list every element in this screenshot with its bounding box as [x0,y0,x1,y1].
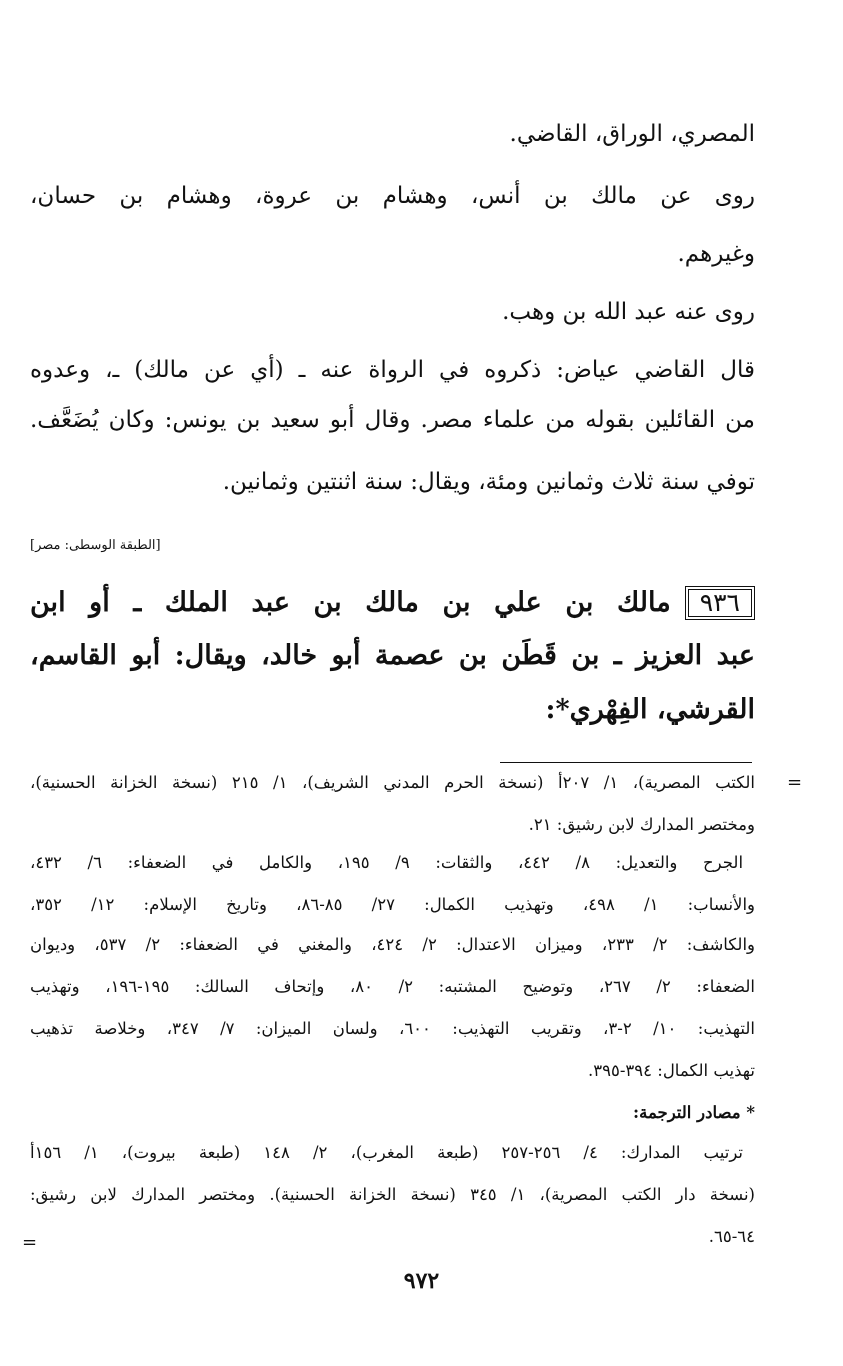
footnote-continued-line-1: الكتب المصرية)، ١/ ٢٠٧أ (نسخة الحرم المدني الشريف)، ١/ ٢١٥ (نسخة الخزانة الحسنية)، [30,773,756,792]
section-tag: [الطبقة الوسطى: مصر] [30,538,161,553]
footnote-sources-line-1: الجرح والتعديل: ٨/ ٤٤٢، والثقات: ٩/ ١٩٥، والكامل في الضعفاء: ٦/ ٤٣٢، [30,853,744,872]
body-line-4: روى عنه عبد الله بن وهب. [502,299,755,325]
footnote-star-line-2: (نسخة دار الكتب المصرية)، ١/ ٣٤٥ (نسخة الخزانة الحسنية). ومختصر المدارك لابن رشيق: [30,1185,755,1204]
page-number: ٩٧٢ [403,1268,440,1294]
body-line-1: المصري، الوراق، القاضي. [509,121,755,147]
footnote-rule [500,762,752,763]
footnote-continued-line-2: ومختصر المدارك لابن رشيق: ٢١. [528,815,755,834]
entry-title-text: مالك بن علي بن مالك بن عبد الملك ـ أو ابن [30,587,671,618]
entry-number-box: ٩٣٦ [685,586,755,620]
footnote-star-line-3: ٦٤-٦٥. [708,1227,755,1246]
footnote-continuation-marker: = [787,772,803,793]
entry-heading-line-3: القرشي، الفِهْري*: [545,694,755,725]
body-line-6: من القائلين بقوله من علماء مصر. وقال أبو سعيد بن يونس: وكان يُضَعَّف. [30,407,755,433]
entry-heading-line-1 [30,586,755,620]
entry-heading-line-2: عبد العزيز ـ بن قَطَن بن عصمة أبو خالد، ويقال: أبو القاسم، [30,640,755,671]
footnote-sources-line-3: والكاشف: ٢/ ٢٣٣، وميزان الاعتدال: ٢/ ٤٢٤، والمغني في الضعفاء: ٢/ ٥٣٧، وديوان [30,935,755,954]
footnote-sources-line-6: تهذيب الكمال: ٣٩٤-٣٩٥. [588,1061,755,1080]
footnote-star-line-1: ترتيب المدارك: ٤/ ٢٥٦-٢٥٧ (طبعة المغرب)، ٢/ ١٤٨ (طبعة بيروت)، ١/ ١٥٦أ [30,1143,744,1162]
footnote-continues-marker: = [22,1232,38,1253]
footnote-sources-line-4: الضعفاء: ٢/ ٢٦٧، وتوضيح المشتبه: ٢/ ٨٠، وإتحاف السالك: ١٩٥-١٩٦، وتهذيب [30,977,755,996]
footnote-sources-line-5: التهذيب: ١٠/ ٢-٣، وتقريب التهذيب: ٦٠٠، ولسان الميزان: ٧/ ٣٤٧، وخلاصة تذهيب [30,1019,755,1038]
footnote-star-heading: * مصادر الترجمة: [633,1103,755,1122]
body-line-2: روى عن مالك بن أنس، وهشام بن عروة، وهشام بن حسان، [30,183,755,209]
body-line-3: وغيرهم. [677,241,755,267]
body-line-7: توفي سنة ثلاث وثمانين ومئة، ويقال: سنة اثنتين وثمانين. [222,469,755,495]
footnote-sources-line-2: والأنساب: ١/ ٤٩٨، وتهذيب الكمال: ٢٧/ ٨٥-٨٦، وتاريخ الإسلام: ١٢/ ٣٥٢، [30,895,756,914]
body-line-5: قال القاضي عياض: ذكروه في الرواة عنه ـ (أي عن مالك) ـ، وعدوه [30,357,755,383]
